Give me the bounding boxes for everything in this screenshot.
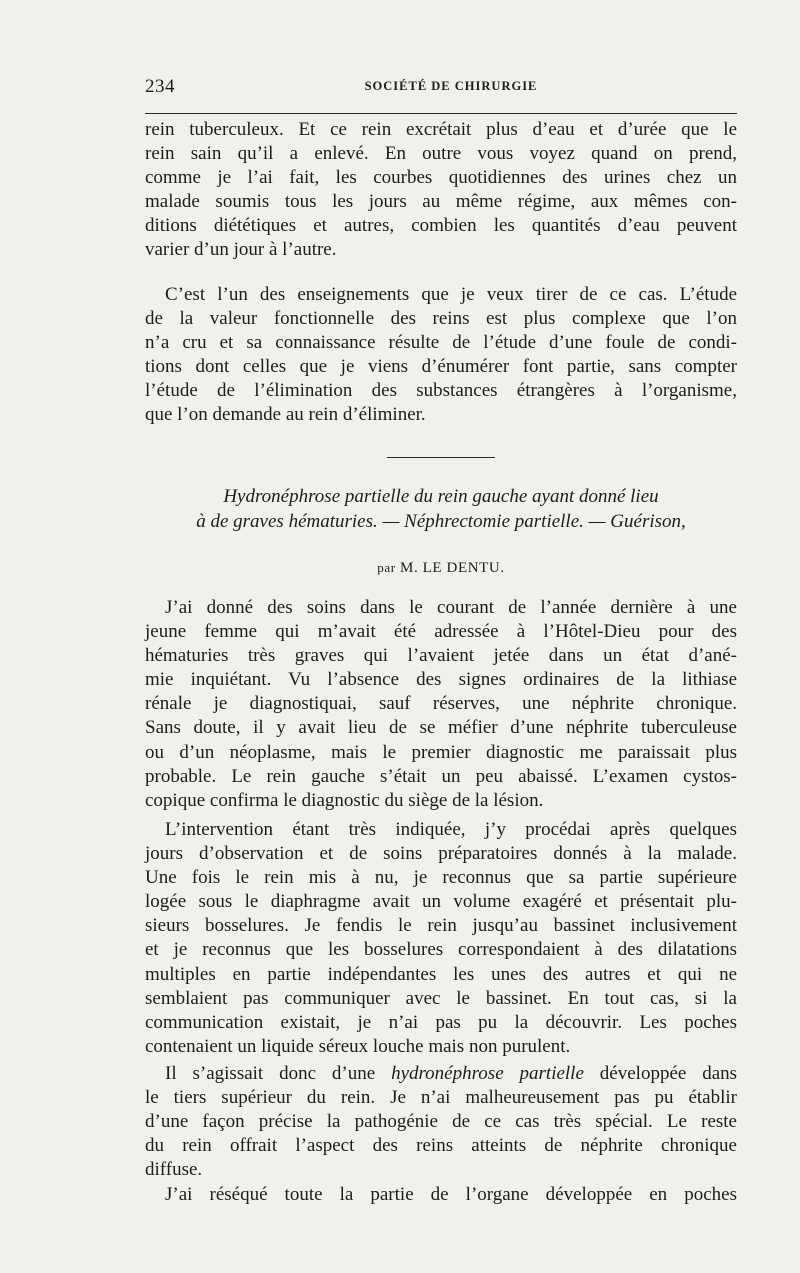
text-line: comme je l’ai fait, les courbes quotidiennes des urines chez un [145, 167, 737, 189]
article-title-line: à de graves hématuries. — Néphrectomie partielle. — Guérison, [196, 511, 686, 532]
text-line: Sans doute, il y avait lieu de se méfier d’une néphrite tuberculeuse [145, 717, 737, 739]
byline-par: par [377, 560, 396, 575]
text-line: de la valeur fonctionnelle des reins est plus complexe que l’on [145, 308, 737, 330]
text-line: semblaient pas communiquer avec le bassinet. En tout cas, si la [145, 987, 737, 1009]
italic-term: hydronéphrose partielle [391, 1063, 584, 1084]
text-line: rein sain qu’il a enlevé. En outre vous voyez quand on prend, [145, 143, 737, 165]
page-header [145, 76, 737, 100]
text-line: copique confirma le diagnostic du siège de la lésion. [145, 789, 544, 811]
text-line: jours d’observation et de soins préparatoires donnés à la malade. [145, 843, 737, 865]
text-line: tions dont celles que je viens d’énumérer font partie, sans compter [145, 356, 737, 378]
text-line: mie inquiétant. Vu l’absence des signes ordinaires de la lithiase [145, 669, 737, 691]
text-run: Il s’agissait donc d’une [165, 1063, 376, 1084]
text-line: du rein offrait l’aspect des reins atteints de néphrite chronique [145, 1135, 737, 1157]
text-line: communication existait, je n’ai pas pu la découvrir. Les poches [145, 1011, 737, 1033]
header-rule [145, 113, 737, 114]
text-line: C’est l’un des enseignements que je veux tirer de ce cas. L’étude [165, 284, 737, 305]
article-title-line: Hydronéphrose partielle du rein gauche ayant donné lieu [223, 486, 659, 507]
byline [145, 560, 737, 577]
paragraph-2 [145, 283, 737, 428]
text-line: et je reconnus que les bosselures correspondaient à des dilatations [145, 939, 737, 961]
text-line: le tiers supérieur du rein. Je n’ai malheureusement pas pu établir [145, 1087, 737, 1109]
text-line: J’ai donné des soins dans le courant de l’année dernière à une [165, 597, 737, 618]
text-line: varier d’un jour à l’autre. [145, 239, 337, 261]
text-line: ou d’un néoplasme, mais le premier diagnostic me paraissait plus [145, 741, 737, 763]
paragraph-4 [145, 818, 737, 1059]
text-line: hématuries très graves qui l’avaient jetée dans un état d’ané- [145, 645, 737, 667]
section-divider [387, 457, 495, 458]
paragraph-3 [145, 596, 737, 813]
page-number: 234 [145, 76, 175, 97]
text-run: développée dans [599, 1063, 738, 1084]
text-line: l’étude de l’élimination des substances étrangères à l’organisme, [145, 380, 737, 402]
text-line: diffuse. [145, 1159, 203, 1181]
text-line: n’a cru et sa connaissance résulte de l’étude d’une foule de condi- [145, 332, 737, 354]
text-line: multiples en partie indépendantes les unes des autres et qui ne [145, 963, 737, 985]
article-title [145, 484, 737, 534]
text-line: J’ai réséqué toute la partie de l’organe développée en poches [165, 1184, 737, 1205]
text-line: probable. Le rein gauche s’était un peu abaissé. L’examen cystos- [145, 765, 737, 787]
text-line: rénale je diagnostiquai, sauf réserves, une néphrite chronique. [145, 693, 737, 715]
text-line: L’intervention étant très indiquée, j’y procédai après quelques [165, 819, 737, 840]
text-line: contenaient un liquide séreux louche mais non purulent. [145, 1035, 571, 1057]
paragraph-1 [145, 118, 737, 263]
paragraph-6 [145, 1183, 737, 1207]
text-line: que l’on demande au rein d’éliminer. [145, 404, 426, 426]
text-line: sieurs bosselures. Je fendis le rein jusqu’au bassinet inclusivement [145, 915, 737, 937]
text-line: Une fois le rein mis à nu, je reconnus que sa partie supérieure [145, 867, 737, 889]
text-line: malade soumis tous les jours au même régime, aux mêmes con- [145, 191, 737, 213]
text-line: ditions diététiques et autres, combien les quantités d’eau peuvent [145, 215, 737, 237]
text-line: logée sous le diaphragme avait un volume exagéré et présentait plu- [145, 891, 737, 913]
running-head: SOCIÉTÉ DE CHIRURGIE [364, 79, 538, 93]
paragraph-5 [145, 1062, 737, 1182]
text-line: d’une façon précise la pathogénie de ce cas très spécial. Le reste [145, 1111, 737, 1133]
byline-author: M. LE DENTU. [400, 560, 505, 576]
text-line: rein tuberculeux. Et ce rein excrétait plus d’eau et d’urée que le [145, 119, 737, 140]
text-line [145, 1062, 737, 1086]
text-line: jeune femme qui m’avait été adressée à l’Hôtel-Dieu pour des [145, 621, 737, 643]
